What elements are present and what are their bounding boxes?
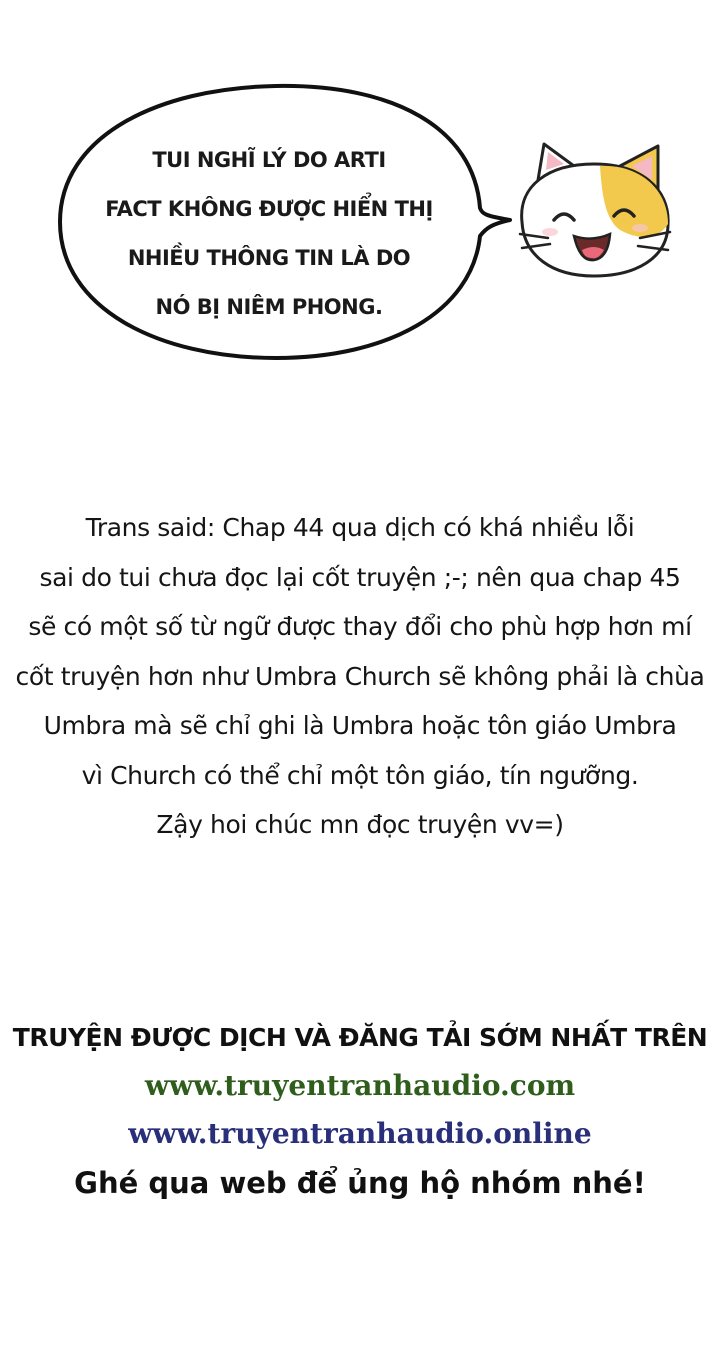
bubble-line: TUI NGHĨ LÝ DO ARTI [152,148,386,172]
bubble-line: NÓ BỊ NIÊM PHONG. [155,295,383,319]
cat-mascot-icon [508,136,680,286]
translator-note-line: sai do tui chưa đọc lại cốt truyện ;-; nên qua chap 45 [39,562,681,592]
speech-bubble [54,80,494,364]
translator-note-line: Trans said: Chap 44 qua dịch có khá nhiều lỗi [85,513,635,542]
bubble-line: NHIỀU THÔNG TIN LÀ DO [127,246,411,270]
promo-headline: TRUYỆN ĐƯỢC DỊCH VÀ ĐĂNG TẢI SỚM NHẤT TRÊN [12,1023,708,1052]
promo-block [0,1014,720,1208]
speech-bubble-text [94,136,444,332]
translator-note-line: cốt truyện hơn như Umbra Church sẽ không phải là chùa [15,661,705,691]
bubble-line: FACT KHÔNG ĐƯỢC HIỂN THỊ [105,197,433,221]
translator-note-line: vì Church có thể chỉ một tôn giáo, tín ngưỡng. [81,760,639,790]
translator-note [10,503,710,850]
translator-note-line: Zậy hoi chúc mn đọc truyện vv=) [156,810,564,839]
translator-note-line: Umbra mà sẽ chỉ ghi là Umbra hoặc tôn giáo Umbra [43,711,677,740]
site-link-com[interactable]: www.truyentranhaudio.com [144,1069,576,1102]
site-link-online[interactable]: www.truyentranhaudio.online [128,1117,592,1150]
promo-call-to-action: Ghé qua web để ủng hộ nhóm nhé! [74,1166,646,1200]
translator-note-line: sẽ có một số từ ngữ được thay đổi cho phù hợp hơn mí [28,612,692,641]
